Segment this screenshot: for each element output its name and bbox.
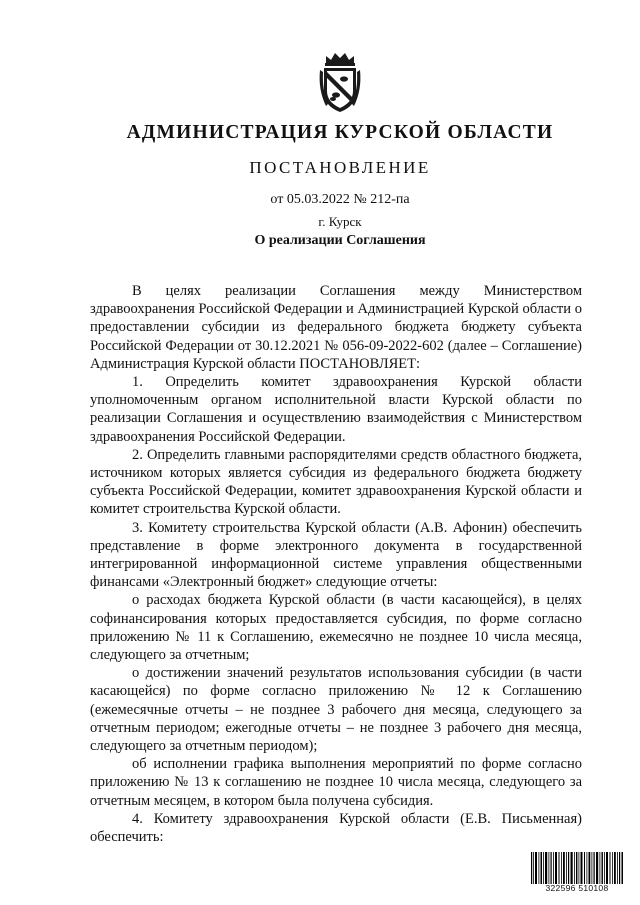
paragraph-item-1: 1. Определить комитет здравоохранения Курской области уполномоченным органом исполнительной власти Курской области по реализации Соглашения и осуществлению взаимодействия с Министерством здравоохранения Российской Федерации. [90,374,582,445]
organization-title: АДМИНИСТРАЦИЯ КУРСКОЙ ОБЛАСТИ [126,122,554,143]
paragraph-report-results: о достижении значений результатов использования субсидии (в части касающейся) по форме согласно приложению № 12 к Соглашению (ежемесячные отчеты – не позднее 3 рабочего дня месяца, следующего за отчетным периодом; ежегодные отчеты – не позднее 3 рабочего дня месяца, следующего за отчетным периодом); [90,665,582,755]
document-city: г. Курск [318,214,362,229]
paragraph-item-3: 3. Комитету строительства Курской области (А.В. Афонин) обеспечить представление в форме электронного документа в государственной интегрированной информационной системе управления общественными финансами «Электронный бюджет» следующие отчеты: [90,519,582,591]
paragraph-preamble: В целях реализации Соглашения между Министерством здравоохранения Российской Федерации и Администрацией Курской области о предоставлении субсидии из федерального бюджета бюджету субъекта Российской Федерации от 30.12.2021 № 056-09-2022-602 (далее – Соглашение) Администрация Курской области ПОСТАНОВЛЯЕТ: [90,283,582,372]
document-date-number: от 05.03.2022 № 212-па [270,192,410,207]
document-subject: О реализации Соглашения [254,233,426,248]
barcode-icon [530,852,624,884]
coat-of-arms-icon [318,50,362,114]
paragraph-item-2: 2. Определить главными распорядителями средств областного бюджета, источником которых является субсидия из федерального бюджета бюджету субъекта Российской Федерации, комитет здравоохранения Курской области и комитет строительства Курской области. [90,446,582,518]
document-type: ПОСТАНОВЛЕНИЕ [249,158,431,177]
paragraph-report-schedule: об исполнении графика выполнения мероприятий по форме согласно приложению № 13 к соглашению не позднее 10 числа месяца, следующего за отчетным месяцем, в котором была получена субсидия. [90,756,582,809]
paragraph-item-4: 4. Комитету здравоохранения Курской области (Е.В. Письменная) обеспечить: [90,810,582,846]
document-body [90,282,582,846]
barcode-number: 322596 510108 [545,883,609,893]
paragraph-report-expenses: о расходах бюджета Курской области (в части касающейся), в целях софинансирования которых предоставляется субсидия, по форме согласно приложению № 11 к Соглашению, ежемесячно не позднее 10 числа месяца, следующего за отчетным; [90,592,582,664]
barcode [530,852,624,896]
